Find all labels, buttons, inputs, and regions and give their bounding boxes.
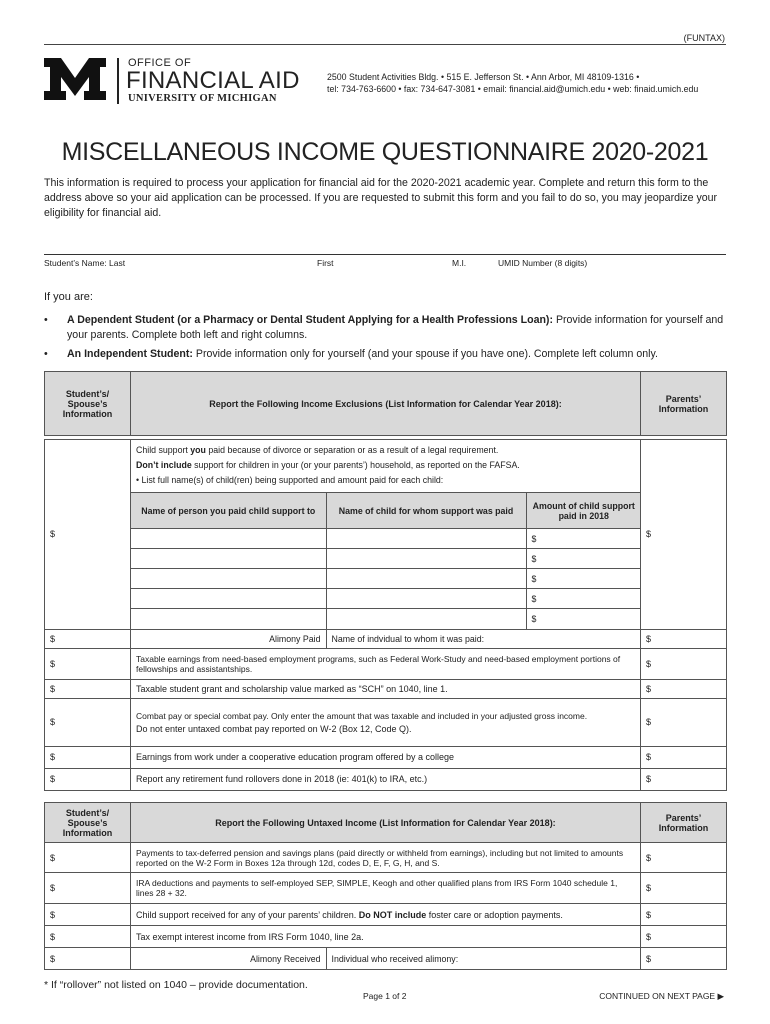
alimony-paid-label: Alimony Paid	[131, 630, 326, 648]
combat-pay-line1: Combat pay or special combat pay. Only enter the amount that was taxable and included in your adjusted gross income.	[136, 710, 588, 721]
page-title: MISCELLANEOUS INCOME QUESTIONNAIRE 2020-2021	[61, 138, 709, 166]
independent-bullet: • An Independent Student: Provide information only for yourself (and your spouse if you have one). Complete left column only.	[44, 348, 658, 360]
page-number: Page 1 of 2	[363, 991, 407, 1001]
contact-address	[327, 71, 698, 95]
coop-earnings-label: Earnings from work under a cooperative education program offered by a college	[131, 746, 641, 768]
student-rollover-input[interactable]: $	[45, 768, 131, 790]
child-name-header: Name of child for whom support was paid	[326, 493, 526, 529]
student-child-support-input[interactable]: $	[45, 440, 131, 630]
umid-label: UMID Number (8 digits)	[498, 258, 588, 268]
continued-label: CONTINUED ON NEXT PAGE ▶	[599, 991, 724, 1001]
child-name-input[interactable]	[326, 549, 526, 569]
financial-aid-label: FINANCIAL AID	[126, 67, 300, 94]
mi-label: M.I.	[452, 258, 467, 268]
student-combat-pay-input[interactable]: $	[45, 698, 131, 746]
pension-payments-label: Payments to tax-deferred pension and savings plans (paid directly or withheld from earnings), including but not limited to amounts reported on the W-2 Form in Boxes 12a through 12d, codes D, E, F, G, H, and S.	[131, 843, 641, 873]
parent-coop-input[interactable]: $	[641, 746, 727, 768]
logo-divider	[117, 58, 119, 104]
dependent-bold: A Dependent Student (or a Pharmacy or Dental Student Applying for a Health Professions Loan):	[67, 314, 553, 326]
alimony-paid-row	[131, 629, 641, 648]
untaxed-header: Report the Following Untaxed Income (List Information for Calendar Year 2018):	[131, 803, 641, 843]
ira-deductions-label: IRA deductions and payments to self-employed SEP, SIMPLE, Keogh and other qualified plans from IRS Form 1040 schedule 1, lines 28 + 32.	[131, 873, 641, 904]
rollover-label: Report any retirement fund rollovers done in 2018 (ie: 401(k) to IRA, etc.)	[131, 768, 641, 790]
student-alimony-paid-input[interactable]: $	[45, 629, 131, 648]
first-name-label: First	[317, 258, 334, 268]
child-name-input[interactable]	[326, 589, 526, 609]
amount-paid-input[interactable]: $	[526, 609, 641, 629]
student-pension-input[interactable]: $	[45, 843, 131, 873]
parent-need-based-input[interactable]: $	[641, 648, 727, 679]
amount-paid-input[interactable]: $	[526, 549, 641, 569]
amount-paid-header: Amount of child support paid in 2018	[526, 493, 641, 529]
parent-tax-exempt-input[interactable]: $	[641, 926, 727, 948]
block-m-logo	[44, 58, 106, 100]
independent-bold: An Independent Student:	[67, 348, 193, 360]
umid-field[interactable]	[497, 254, 726, 255]
form-code: (FUNTAX)	[683, 33, 725, 43]
parent-child-support-input[interactable]: $	[641, 440, 727, 630]
parent-combat-pay-input[interactable]: $	[641, 698, 727, 746]
amount-paid-input[interactable]: $	[526, 569, 641, 589]
header-divider	[44, 44, 726, 45]
need-based-earnings-label: Taxable earnings from need-based employment programs, such as Federal Work-Study and need-based employment portions of fellowships and assistantships.	[131, 648, 641, 679]
combat-pay-line2: Do not enter untaxed combat pay reported on W-2 (Box 12, Code Q).	[136, 723, 412, 734]
student-coop-input[interactable]: $	[45, 746, 131, 768]
student-column-header: Student’s/ Spouse’s Information	[45, 803, 131, 843]
payee-name-input[interactable]	[131, 569, 326, 589]
child-support-section	[131, 440, 641, 630]
address-line-2: tel: 734-763-6600 • fax: 734-647-3081 • email: financial.aid@umich.edu • web: finaid.umich.edu	[327, 84, 699, 94]
if-you-are-label: If you are:	[44, 291, 93, 303]
parent-rollover-input[interactable]: $	[641, 768, 727, 790]
student-alimony-received-input[interactable]: $	[45, 948, 131, 970]
combat-pay-label	[131, 698, 641, 746]
dependent-text: Provide information for yourself and your parents. Complete both left and right columns.	[67, 314, 724, 341]
parent-grant-input[interactable]: $	[641, 679, 727, 698]
tax-exempt-interest-label: Tax exempt interest income from IRS Form 1040, line 2a.	[131, 926, 641, 948]
parent-pension-input[interactable]: $	[641, 843, 727, 873]
parent-child-support-received-input[interactable]: $	[641, 904, 727, 926]
payee-name-header: Name of person you paid child support to	[131, 493, 326, 529]
child-support-grid	[131, 492, 641, 629]
amount-paid-input[interactable]: $	[526, 589, 641, 609]
parent-alimony-paid-input[interactable]: $	[641, 629, 727, 648]
student-tax-exempt-input[interactable]: $	[45, 926, 131, 948]
child-name-input[interactable]	[326, 609, 526, 629]
parent-ira-input[interactable]: $	[641, 873, 727, 904]
alimony-received-row	[131, 948, 641, 970]
address-line-1: 2500 Student Activities Bldg. • 515 E. Jefferson St. • Ann Arbor, MI 48109-1316 •	[327, 72, 640, 82]
alimony-received-label: Alimony Received	[131, 948, 326, 969]
last-name-label: Student’s Name: Last	[44, 258, 126, 268]
child-support-line2: Don’t include support for children in your (or your parents’) household, as reported on the FAFSA.	[136, 460, 520, 470]
child-name-input[interactable]	[326, 529, 526, 549]
independent-text: Provide information only for yourself (and your spouse if you have one). Complete left column only.	[192, 348, 658, 360]
parent-alimony-received-input[interactable]: $	[641, 948, 727, 970]
parents-column-header: Parents’ Information	[641, 372, 727, 436]
amount-paid-input[interactable]: $	[526, 529, 641, 549]
student-column-header: Student’s/ Spouse’s Information	[45, 372, 131, 436]
student-child-support-received-input[interactable]: $	[45, 904, 131, 926]
rollover-footnote: * If “rollover” not listed on 1040 – provide documentation.	[44, 979, 308, 991]
untaxed-income-table	[44, 802, 727, 970]
intro-paragraph: This information is required to process your application for financial aid for the 2020-2021 academic year. Complete and return this form to the address above so your aid application can be processed. If you are requested to submit this form and you fail to do so, you may jeopardize your eligibility for financial aid.	[44, 177, 718, 219]
exclusions-header: Report the Following Income Exclusions (List Information for Calendar Year 2018):	[131, 372, 641, 436]
student-grant-input[interactable]: $	[45, 679, 131, 698]
student-need-based-input[interactable]: $	[45, 648, 131, 679]
child-support-line3: • List full name(s) of child(ren) being supported and amount paid for each child:	[136, 475, 444, 485]
payee-name-input[interactable]	[131, 589, 326, 609]
parents-column-header: Parents’ Information	[641, 803, 727, 843]
dependent-bullet: • A Dependent Student (or a Pharmacy or Dental Student Applying for a Health Professions Loan): Provide information for yourself and your parents. Complete both left and right columns.	[44, 314, 724, 341]
taxable-grant-label: Taxable student grant and scholarship value marked as “SCH” on 1040, line 1.	[131, 679, 641, 698]
payee-name-input[interactable]	[131, 549, 326, 569]
payee-name-input[interactable]	[131, 529, 326, 549]
child-support-line1: Child support you paid because of divorce or separation or as a result of a legal requirement.	[136, 445, 499, 455]
university-name: UNIVERSITY OF MICHIGAN	[128, 93, 277, 104]
income-exclusions-table	[44, 371, 727, 791]
student-name-field[interactable]	[44, 254, 501, 255]
payee-name-input[interactable]	[131, 609, 326, 629]
alimony-recipient-input[interactable]: Name of indvidual to whom it was paid:	[331, 633, 485, 644]
alimony-individual-input[interactable]: Individual who received alimony:	[331, 953, 459, 964]
student-ira-input[interactable]: $	[45, 873, 131, 904]
child-name-input[interactable]	[326, 569, 526, 589]
office-of-label: OFFICE OF	[128, 57, 192, 69]
child-support-received-label: Child support received for any of your parents’ children. Do NOT include foster care or adoption payments.	[131, 904, 641, 926]
